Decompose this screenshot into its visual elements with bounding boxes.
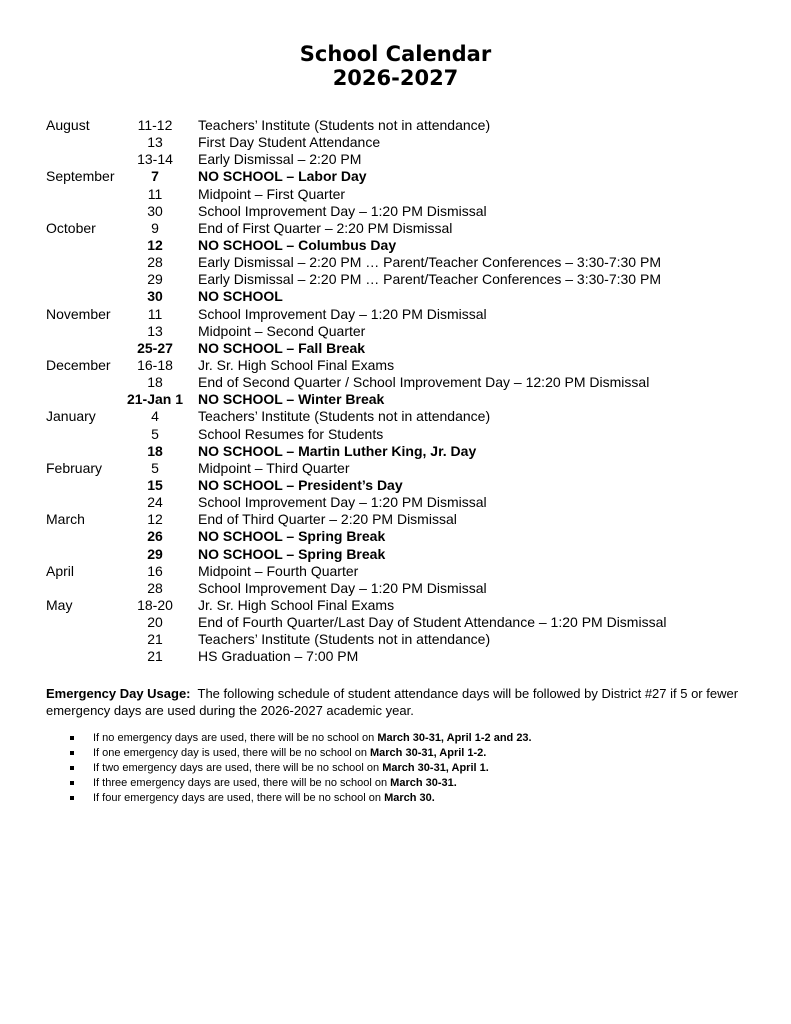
event-description: Teachers’ Institute (Students not in attendance) [198,408,491,425]
calendar-event-row [46,408,766,425]
event-month: March [46,511,85,528]
calendar-event-row [46,597,766,614]
calendar-events-list [46,117,766,666]
event-description: Midpoint – Third Quarter [198,459,350,476]
event-description: NO SCHOOL [198,288,283,305]
calendar-event-row [46,511,766,528]
event-date: 24 [147,494,163,511]
bullet-dates: March 30-31, April 1-2. [370,747,487,759]
calendar-event-row [46,460,766,477]
bullet-icon [70,766,74,770]
event-date: 21-Jan 1 [126,391,184,408]
event-description: School Improvement Day – 1:20 PM Dismissal [198,305,487,322]
calendar-event-row [46,443,766,460]
calendar-event-row [46,563,766,580]
calendar-event-row [46,374,766,391]
bullet-text: If two emergency days are used, there will be no school on [93,762,383,774]
emergency-day-bullets [70,731,532,806]
event-description: End of First Quarter – 2:20 PM Dismissal [198,219,453,236]
emergency-bullet-item [70,731,532,746]
event-month: January [46,408,96,425]
event-date: 12 [147,511,163,528]
event-description: End of Fourth Quarter/Last Day of Student Attendance – 1:20 PM Dismissal [198,614,667,631]
event-description: School Improvement Day – 1:20 PM Dismissal [198,579,487,596]
event-date: 12 [147,236,163,253]
event-date: 13 [147,134,163,151]
bullet-icon [70,781,74,785]
event-date: 11 [147,185,163,202]
event-date: 21 [147,648,163,665]
event-description: NO SCHOOL – Winter Break [198,391,385,408]
title-line-2: 2026-2027 [332,66,459,90]
event-month: February [46,459,103,476]
emergency-day-paragraph [46,685,746,719]
bullet-text: If one emergency day is used, there will be no school on [93,747,370,759]
event-description: End of Second Quarter / School Improvement Day – 12:20 PM Dismissal [198,374,650,391]
event-description: NO SCHOOL – Columbus Day [198,236,397,253]
calendar-event-row [46,254,766,271]
event-description: Jr. Sr. High School Final Exams [198,356,395,373]
event-description: NO SCHOOL – Martin Luther King, Jr. Day [198,442,477,459]
calendar-event-row [46,323,766,340]
event-date: 30 [147,202,163,219]
bullet-dates: March 30-31, April 1. [382,762,489,774]
calendar-event-row [46,357,766,374]
bullet-dates: March 30-31. [390,777,457,789]
event-description: First Day Student Attendance [198,134,381,151]
event-description: Jr. Sr. High School Final Exams [198,596,395,613]
event-description: NO SCHOOL – Spring Break [198,545,386,562]
calendar-event-row [46,614,766,631]
calendar-event-row [46,134,766,151]
emergency-bullet-item [70,761,532,776]
event-description: Midpoint – First Quarter [198,185,346,202]
event-date: 28 [147,254,163,271]
bullet-icon [70,736,74,740]
event-date: 28 [147,579,163,596]
calendar-event-row [46,648,766,665]
event-date: 30 [147,288,163,305]
bullet-dates: March 30. [384,792,435,804]
event-description: Midpoint – Fourth Quarter [198,562,359,579]
event-date: 13 [147,322,163,339]
calendar-event-row [46,340,766,357]
title-line-1: School Calendar [299,42,492,66]
event-month: August [46,117,90,133]
event-description: Midpoint – Second Quarter [198,322,366,339]
event-date: 18 [147,374,163,391]
event-date: 4 [151,408,159,425]
bullet-icon [70,796,74,800]
bullet-text: If no emergency days are used, there will be no school on [93,732,378,744]
calendar-event-row [46,631,766,648]
calendar-event-row [46,117,766,134]
event-description: School Improvement Day – 1:20 PM Dismissal [198,202,487,219]
event-description: NO SCHOOL – Spring Break [198,528,386,545]
event-description: School Improvement Day – 1:20 PM Dismissal [198,494,487,511]
event-month: May [46,596,73,613]
emergency-bullet-item [70,746,532,761]
event-description: Early Dismissal – 2:20 PM … Parent/Teacher Conferences – 3:30-7:30 PM [198,271,661,288]
event-month: April [46,562,75,579]
event-date: 29 [147,271,163,288]
event-month: September [46,168,115,185]
calendar-event-row [46,546,766,563]
emergency-day-text: The following schedule of student attendance days will be followed by District #27 if 5 or fewer emergency days are used during the 2026-2027 academic year. [46,686,739,718]
page-title [0,42,791,90]
event-description: HS Graduation – 7:00 PM [198,648,359,665]
event-description: Teachers’ Institute (Students not in attendance) [198,631,491,648]
event-description: Early Dismissal – 2:20 PM [198,151,362,168]
event-date: 9 [151,219,159,236]
event-date: 25-27 [137,339,173,356]
emergency-day-label: Emergency Day Usage: [46,686,191,701]
emergency-bullet-item [70,791,532,806]
event-date: 18-20 [137,596,173,613]
event-date: 29 [147,545,163,562]
event-date: 15 [147,476,163,493]
bullet-text: If four emergency days are used, there will be no school on [93,792,385,804]
event-date: 26 [147,528,163,545]
event-date: 20 [147,614,163,631]
event-date: 18 [147,442,163,459]
calendar-event-row [46,494,766,511]
calendar-event-row [46,426,766,443]
calendar-event-row [46,288,766,305]
event-description: NO SCHOOL – President’s Day [198,476,403,493]
event-month: November [46,305,111,322]
calendar-event-row [46,151,766,168]
event-description: Teachers’ Institute (Students not in attendance) [198,117,491,133]
event-month: December [46,356,111,373]
event-date: 7 [151,168,159,185]
calendar-event-row [46,391,766,408]
bullet-text: If three emergency days are used, there will be no school on [93,777,391,789]
event-description: School Resumes for Students [198,425,384,442]
calendar-event-row [46,220,766,237]
calendar-event-row [46,528,766,545]
event-description: End of Third Quarter – 2:20 PM Dismissal [198,511,457,528]
event-date: 5 [151,459,159,476]
event-description: Early Dismissal – 2:20 PM … Parent/Teacher Conferences – 3:30-7:30 PM [198,254,661,271]
event-date: 16-18 [137,356,173,373]
calendar-event-row [46,186,766,203]
calendar-event-row [46,203,766,220]
event-date: 16 [147,562,163,579]
calendar-event-row [46,306,766,323]
bullet-dates: March 30-31, April 1-2 and 23. [377,732,532,744]
calendar-event-row [46,271,766,288]
calendar-event-row [46,580,766,597]
event-date: 21 [147,631,163,648]
bullet-icon [70,751,74,755]
event-description: NO SCHOOL – Labor Day [198,168,367,185]
event-month: October [46,219,96,236]
event-date: 11-12 [137,117,173,133]
calendar-event-row [46,477,766,494]
emergency-bullet-item [70,776,532,791]
event-date: 13-14 [137,151,173,168]
event-date: 5 [151,425,159,442]
calendar-event-row [46,168,766,185]
event-date: 11 [147,305,163,322]
calendar-event-row [46,237,766,254]
event-description: NO SCHOOL – Fall Break [198,339,366,356]
